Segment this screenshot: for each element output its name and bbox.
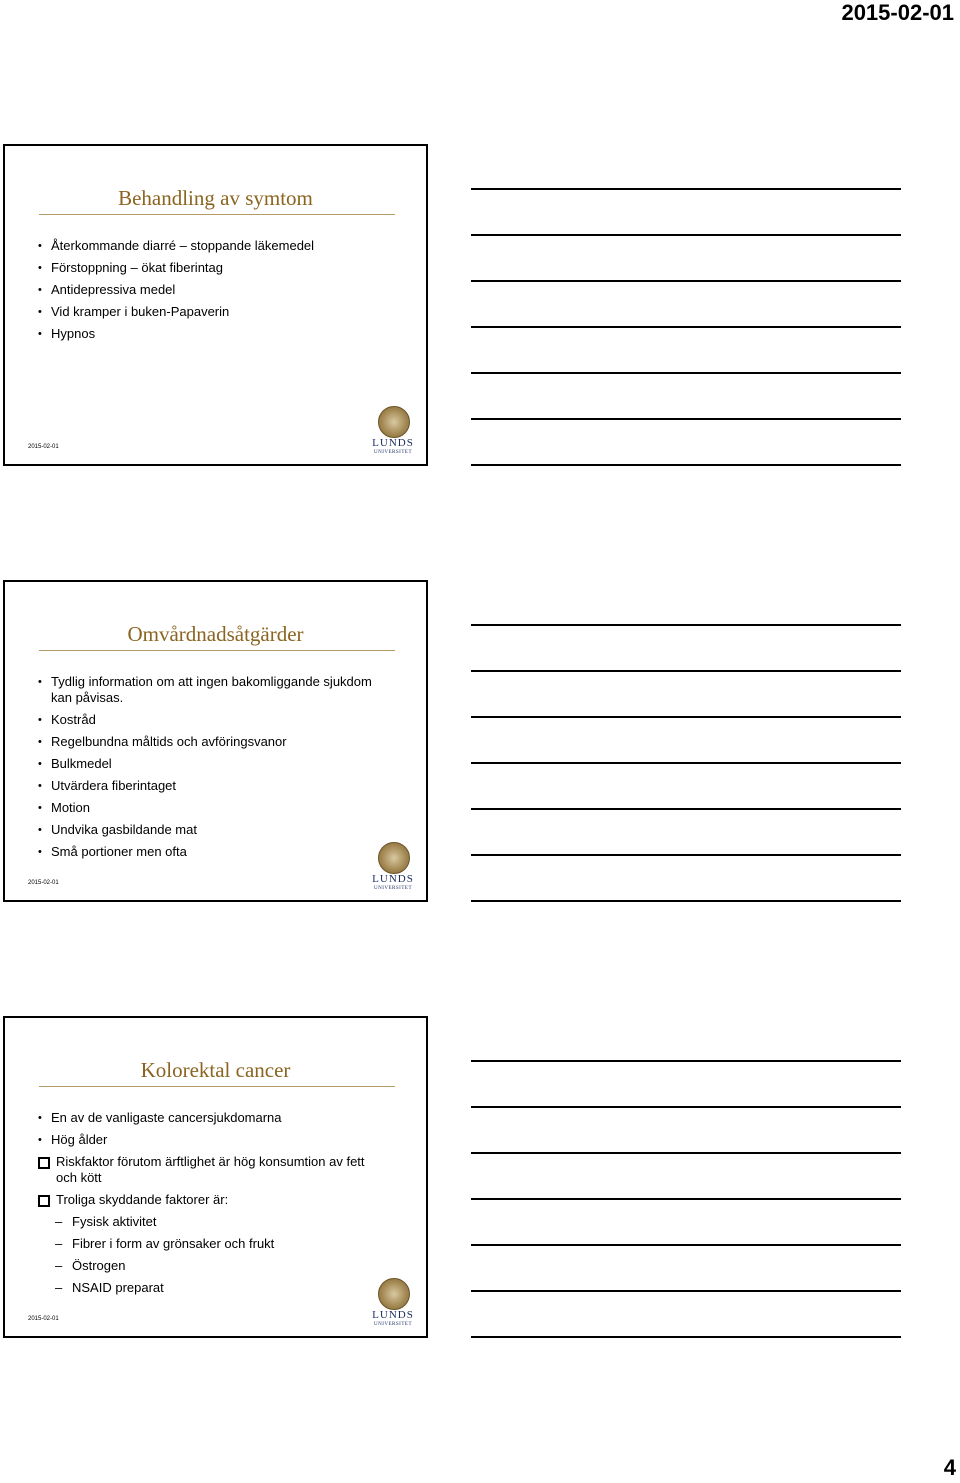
note-line xyxy=(471,1290,901,1292)
bullet-list xyxy=(38,1110,383,1302)
university-logo xyxy=(372,1278,414,1328)
seal-icon xyxy=(378,1278,410,1310)
bullet-list xyxy=(38,238,383,348)
note-line xyxy=(471,234,901,236)
list-item: • Återkommande diarré – stoppande läkemedel xyxy=(38,238,383,254)
logo-subtext: UNIVERSITET xyxy=(374,1322,412,1327)
note-line xyxy=(471,670,901,672)
note-line xyxy=(471,1152,901,1154)
slide-date: 2015-02-01 xyxy=(28,880,59,886)
slide-3 xyxy=(3,1016,428,1338)
seal-icon xyxy=(378,406,410,438)
title-divider xyxy=(39,1086,395,1087)
logo-subtext: UNIVERSITET xyxy=(374,886,412,891)
logo-subtext: UNIVERSITET xyxy=(374,450,412,455)
slide-title: Omvårdnadsåtgärder xyxy=(127,622,304,646)
logo-wordmark: LUNDS xyxy=(372,873,414,885)
list-item: • Utvärdera fiberintaget xyxy=(38,778,383,794)
list-item: • Hög ålder xyxy=(38,1132,383,1148)
seal-icon xyxy=(378,842,410,874)
note-line xyxy=(471,464,901,466)
bullet-list xyxy=(38,674,383,866)
note-line xyxy=(471,1060,901,1062)
notes-lines-2 xyxy=(471,624,901,946)
list-item: • Kostråd xyxy=(38,712,383,728)
list-item: • Motion xyxy=(38,800,383,816)
note-line xyxy=(471,716,901,718)
university-logo xyxy=(372,842,414,892)
list-item: • Tydlig information om att ingen bakomliggande sjukdom kan påvisas. xyxy=(38,674,383,706)
slide-1 xyxy=(3,144,428,466)
list-item: Troliga skyddande faktorer är: xyxy=(38,1192,383,1208)
slide-date: 2015-02-01 xyxy=(28,444,59,450)
list-item: – Fibrer i form av grönsaker och frukt xyxy=(38,1236,383,1252)
note-line xyxy=(471,280,901,282)
note-line xyxy=(471,1244,901,1246)
logo-wordmark: LUNDS xyxy=(372,437,414,449)
note-line xyxy=(471,1198,901,1200)
list-item: • Hypnos xyxy=(38,326,383,342)
list-item: • Bulkmedel xyxy=(38,756,383,772)
list-item: • En av de vanligaste cancersjukdomarna xyxy=(38,1110,383,1126)
logo-wordmark: LUNDS xyxy=(372,1309,414,1321)
university-logo xyxy=(372,406,414,456)
title-divider xyxy=(39,650,395,651)
title-divider xyxy=(39,214,395,215)
note-line xyxy=(471,854,901,856)
list-item: • Vid kramper i buken-Papaverin xyxy=(38,304,383,320)
note-line xyxy=(471,1336,901,1338)
list-item: – NSAID preparat xyxy=(38,1280,383,1296)
list-item: • Förstoppning – ökat fiberintag xyxy=(38,260,383,276)
note-line xyxy=(471,372,901,374)
list-item: Riskfaktor förutom ärftlighet är hög konsumtion av fett och kött xyxy=(38,1154,383,1186)
list-item: • Antidepressiva medel xyxy=(38,282,383,298)
page-date: 2015-02-01 xyxy=(841,0,954,25)
list-item: – Östrogen xyxy=(38,1258,383,1274)
note-line xyxy=(471,762,901,764)
note-line xyxy=(471,1106,901,1108)
list-item: • Undvika gasbildande mat xyxy=(38,822,383,838)
list-item: • Små portioner men ofta xyxy=(38,844,383,860)
list-item: • Regelbundna måltids och avföringsvanor xyxy=(38,734,383,750)
slide-title: Kolorektal cancer xyxy=(140,1058,291,1082)
note-line xyxy=(471,900,901,902)
note-line xyxy=(471,418,901,420)
slide-2 xyxy=(3,580,428,902)
page-number: 4 xyxy=(943,1455,956,1480)
slide-title: Behandling av symtom xyxy=(118,186,313,210)
note-line xyxy=(471,624,901,626)
notes-lines-3 xyxy=(471,1060,901,1382)
slide-date: 2015-02-01 xyxy=(28,1316,59,1322)
notes-lines-1 xyxy=(471,188,901,510)
list-item: – Fysisk aktivitet xyxy=(38,1214,383,1230)
note-line xyxy=(471,188,901,190)
note-line xyxy=(471,808,901,810)
note-line xyxy=(471,326,901,328)
